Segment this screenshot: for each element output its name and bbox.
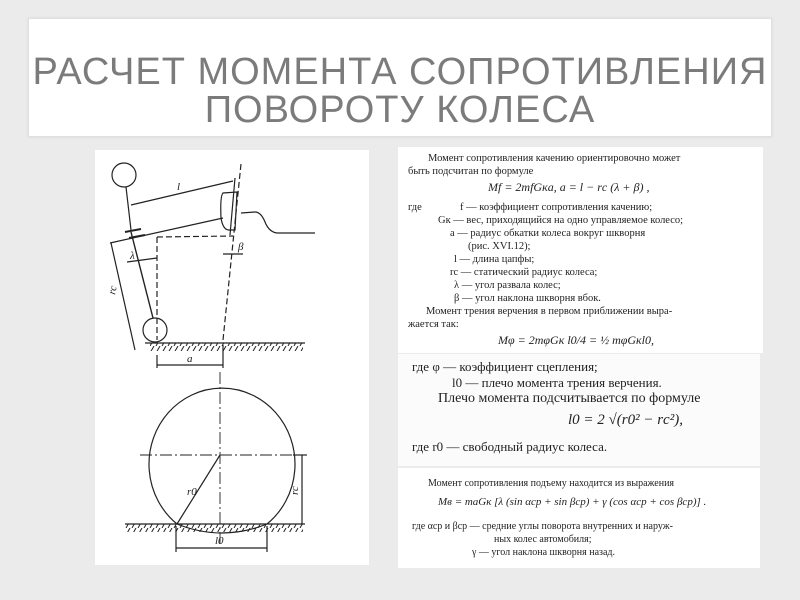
def-a: a — радиус обкатки колеса вокруг шкворня [450, 228, 646, 239]
title-box [28, 18, 772, 137]
formula-mf: Mf = 2mfGкa, a = l − rс (λ + β) , [488, 180, 650, 194]
text-panel-spin-arm [398, 354, 760, 466]
wheel-contact-ball [143, 318, 167, 342]
label-l: l [177, 181, 181, 193]
text-panel-lift-resistance [398, 468, 760, 568]
def-l: l — длина цапфы; [454, 254, 535, 265]
def-beta: β — угол наклона шкворня вбок. [454, 293, 601, 304]
def-f: f — коэффициент сопротивления качению; [460, 202, 653, 213]
para-line-1: Момент трения верчения в первом приближении выра- [426, 306, 673, 317]
para-lift: Момент сопротивления подъему находится из выражения [428, 478, 675, 489]
label-a: a [187, 353, 193, 365]
def-a-ref: (рис. XVI.12); [468, 241, 531, 252]
def-rc: rс — статический радиус колеса; [450, 267, 598, 278]
wheel-circle [149, 388, 295, 533]
steering-ball-top [112, 163, 136, 187]
wheel-diagram [95, 150, 369, 565]
title-line-2: ПОВОРОТУ КОЛЕСА [204, 89, 596, 131]
radius-r0 [177, 455, 220, 524]
dimension-l [131, 181, 233, 205]
para-line-2: жается так: [408, 319, 459, 330]
formula-mphi: Mφ = 2mφGк l0/4 = ½ mφGкl0, [498, 333, 654, 347]
slide-title [29, 53, 771, 129]
label-l0: l0 [215, 535, 224, 547]
intro-line-1: Момент сопротивления качению ориентировочно может [428, 153, 681, 164]
where-label: где [408, 202, 422, 213]
def-phi: где φ — коэффициент сцепления; [412, 359, 598, 374]
text-panel-rolling-resistance [398, 147, 763, 353]
def-r0: где r0 — свободный радиус колеса. [412, 439, 608, 454]
def-gamma: γ — угол наклона шкворня назад. [472, 547, 615, 558]
label-r0: r0 [187, 486, 197, 498]
def-l0: l0 — плечо момента трения верчения. [452, 375, 662, 390]
def-lambda: λ — угол развала колес; [454, 280, 561, 291]
label-beta: β [238, 241, 244, 253]
formula-l0: l0 = 2 √(r0² − rс²), [568, 412, 683, 428]
def-alpha-beta: где αср и βср — средние углы поворота внутренних и наруж- [412, 521, 673, 532]
formula-mv: Mв = maGк [λ (sin αср + sin βср) + γ (cos αср + cos βср)] . [438, 496, 707, 508]
label-rc-bottom: rc [289, 486, 301, 495]
para-arm: Плечо момента подсчитывается по формуле [438, 391, 701, 406]
def-alpha-beta-cont: ных колес автомобиля; [494, 534, 592, 545]
label-rc-top: rc [106, 284, 120, 296]
intro-line-2: быть подсчитан по формуле [408, 166, 534, 177]
title-line-1: РАСЧЕТ МОМЕНТА СОПРОТИВЛЕНИЯ [32, 51, 768, 93]
def-gk: Gк — вес, приходящийся на одно управляемое колесо; [438, 215, 684, 226]
label-lambda: λ [130, 250, 135, 262]
